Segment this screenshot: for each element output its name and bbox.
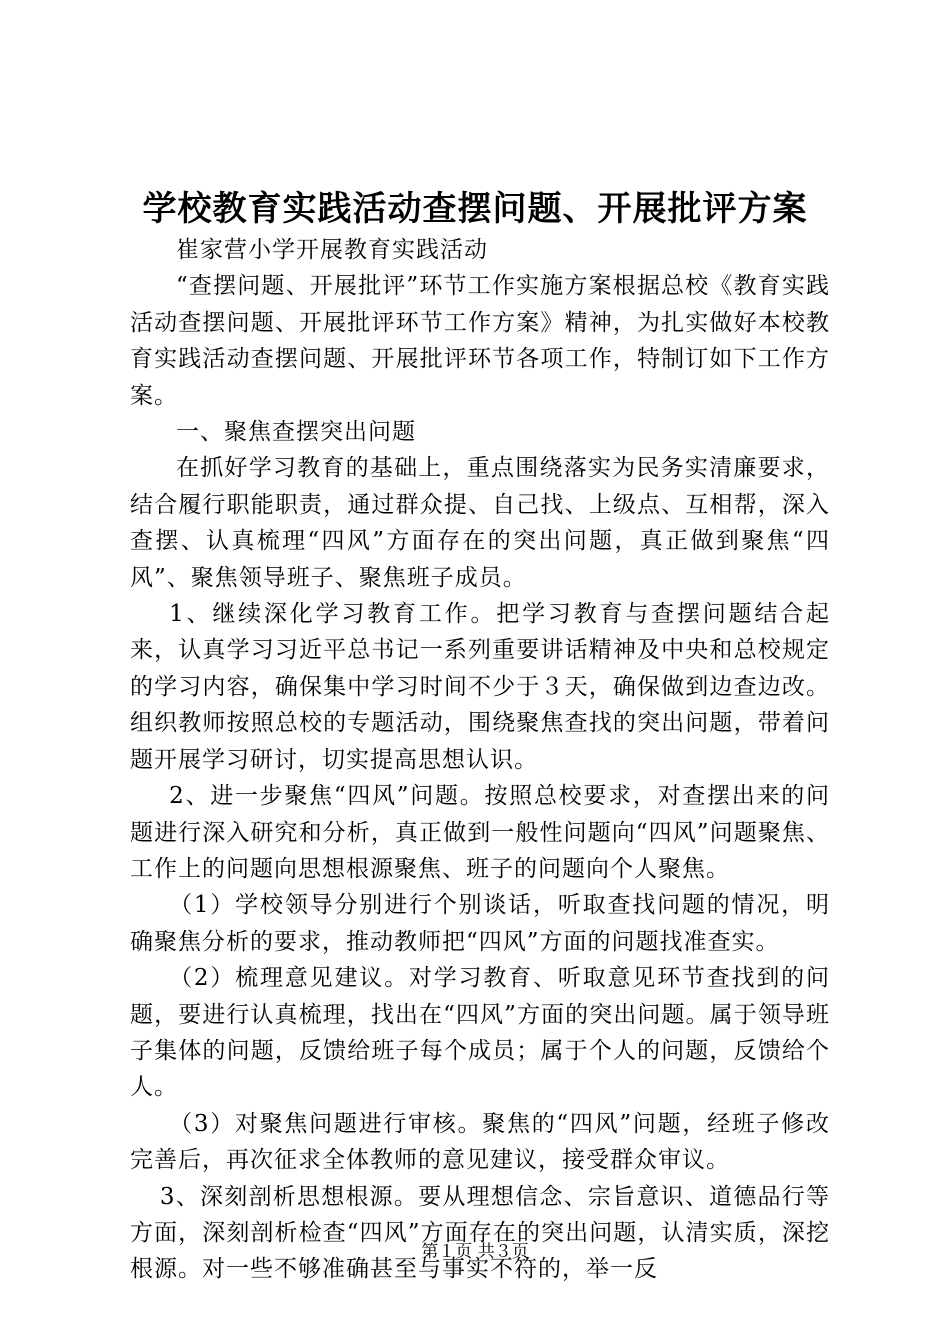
- paragraph-item-2: 2、进一步聚焦“四风”问题。按照总校要求，对查摆出来的问题进行深入研究和分析，真正做到一般性问题向“四风”问题聚焦、工作上的问题向思想根源聚焦、班子的问题向个人聚焦。: [130, 783, 830, 882]
- paragraph-section-1: 在抓好学习教育的基础上，重点围绕落实为民务实清廉要求，结合履行职能职责，通过群众提、自己找、上级点、互相帮，深入查摆、认真梳理“四风”方面存在的突出问题，真正做到聚焦“四风”、聚焦领导班子、聚焦班子成员。: [130, 455, 830, 591]
- paragraph-subtitle: 崔家营小学开展教育实践活动: [176, 237, 488, 263]
- paragraph-subitem-1: （1）学校领导分别进行个别谈话，听取查找问题的情况，明确聚焦分析的要求，推动教师把“四风”方面的问题找准查实。: [130, 892, 830, 955]
- paragraph-subitem-3: （3）对聚焦问题进行审核。聚焦的“四风”问题，经班子修改完善后，再次征求全体教师的意见建议，接受群众审议。: [130, 1110, 830, 1174]
- document-body: [130, 232, 830, 1288]
- paragraph-item-3: 3、深刻剖析思想根源。要从理想信念、宗旨意识、道德品行等方面，深刻剖析检查“四风”方面存在的突出问题，认清实质，深挖根源。对一些不够准确甚至与事实不符的，举一反: [130, 1183, 830, 1283]
- document-title: 学校教育实践活动查摆问题、开展批评方案: [142, 189, 808, 229]
- page-number: 第１页 共３页: [421, 1242, 529, 1262]
- paragraph-intro: “查摆问题、开展批评”环节工作实施方案根据总校《教育实践活动查摆问题、开展批评环节工作方案》精神，为扎实做好本校教育实践活动查摆问题、开展批评环节各项工作，特制订如下工作方案。: [130, 273, 830, 409]
- paragraph-subitem-2: （2）梳理意见建议。对学习教育、听取意见环节查找到的问题，要进行认真梳理，找出在“四风”方面的突出问题。属于领导班子集体的问题，反馈给班子每个成员；属于个人的问题，反馈给个人。: [130, 965, 830, 1101]
- paragraph-item-1: 1、继续深化学习教育工作。把学习教育与查摆问题结合起来，认真学习习近平总书记一系列重要讲话精神及中央和总校规定的学习内容，确保集中学习时间不少于３天，确保做到边查边改。组织教师按照总校的专题活动，围绕聚焦查找的突出问题，带着问题开展学习研讨，切实提高思想认识。: [130, 601, 830, 773]
- section-heading-1: 一、聚焦查摆突出问题: [176, 419, 416, 446]
